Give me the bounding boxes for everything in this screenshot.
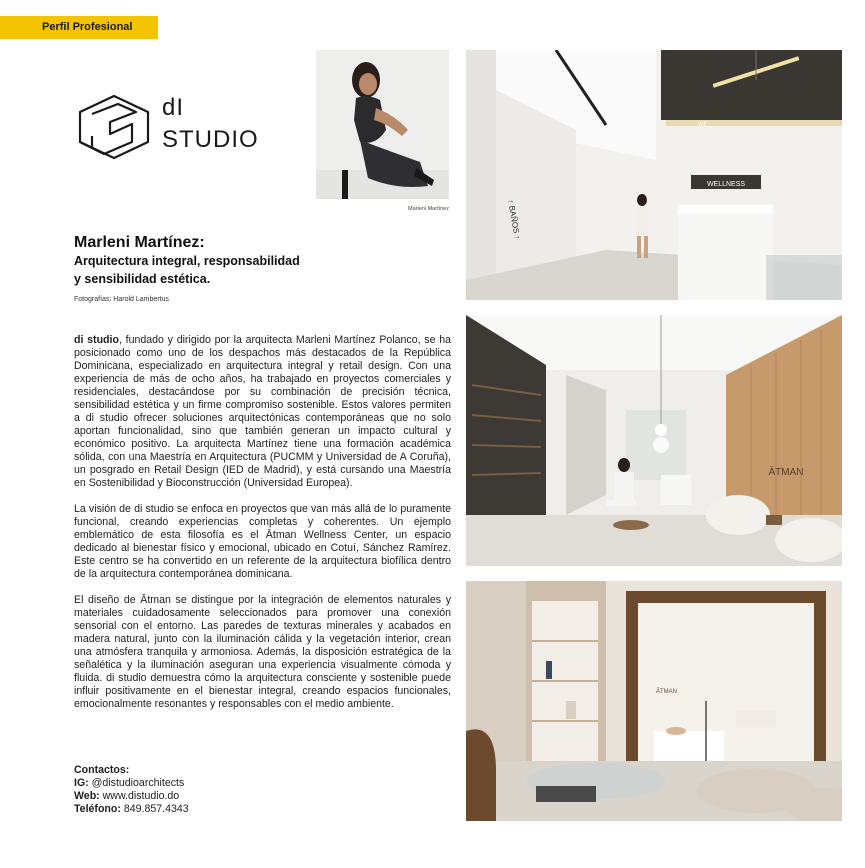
upper-sign: WE bbox=[698, 122, 708, 128]
photo-lounge bbox=[466, 315, 842, 566]
logo-mark-icon bbox=[74, 92, 154, 170]
photo-credit: Fotografías: Harold Lambertus bbox=[74, 296, 169, 303]
contact-instagram: IG: @distudioarchitects bbox=[74, 777, 185, 789]
article-body bbox=[74, 334, 451, 724]
section-tag: Perfil Profesional bbox=[0, 16, 158, 39]
contact-web: Web: www.distudio.do bbox=[74, 790, 180, 802]
contact-phone: Teléfono: 849.857.4343 bbox=[74, 803, 189, 815]
logo-text-di: dI bbox=[162, 94, 185, 121]
paragraph-1 bbox=[74, 334, 451, 490]
article-subtitle-line-2: y sensibilidad estética. bbox=[74, 272, 211, 286]
portrait-photo bbox=[316, 50, 449, 199]
article-title: Marleni Martínez: bbox=[74, 234, 205, 251]
distudio-logo bbox=[74, 92, 264, 172]
restroom-sign: ↑ BAÑOS ↑ bbox=[506, 198, 522, 241]
paragraph-3: El diseño de Ātman se distingue por la integración de elementos naturales y materiales cuidadosamente seleccionados para promover una conexión sensorial con el entorno. Las paredes de texturas minerales y acabados en madera natural, junto con la iluminación cálida y la vegetación interior, crean una atmósfera tranquila y armoniosa. Además, la disposición estratégica de la señalética y la iluminación aseguran una experiencia visualmente cómoda y fluida. di studio demuestra cómo la arquitectura consciente y sostenible puede influir positivamente en el bienestar integral, creando espacios funcionales, emocionalmente resonantes y responsables con el medio ambiente. bbox=[74, 594, 451, 710]
article-title-block bbox=[74, 233, 364, 288]
article-subtitle-line-1: Arquitectura integral, responsabilidad bbox=[74, 254, 300, 268]
paragraph-1-lead: di studio bbox=[74, 334, 119, 346]
photo-treatment-room bbox=[466, 581, 842, 821]
portrait-caption: Marleni Martínez bbox=[408, 206, 449, 212]
logo-text-studio: STUDIO bbox=[162, 126, 259, 153]
contacts-heading: Contactos: bbox=[74, 764, 130, 776]
wellness-sign: WELLNESS bbox=[706, 181, 746, 188]
paragraph-2: La visión de di studio se enfoca en proyectos que van más allá de lo puramente funcional, creando experiencias completas y coherentes. Un ejemplo emblemático de esta filosofía es el Ātman Wellness Center, un espacio dedicado al bienestar físico y emocional, ubicado en Cotuí, Sánchez Ramírez. Este centro se ha convertido en un referente de la arquitectura biofílica dentro de la arquitectura contemporánea dominicana. bbox=[74, 503, 451, 580]
photo-reception bbox=[466, 50, 842, 300]
paragraph-1-text: , fundado y dirigido por la arquitecta Marleni Martínez Polanco, se ha posicionado como uno de los despachos más destacados de la República Dominicana, especializado en arquitectura integral y retail design. Con una experiencia de más de ocho años, ha trabajado en proyectos comerciales y residenciales, destacándose por su combinación de precisión técnica, sensibilidad estética y un firme compromiso sostenible. Estos valores permiten a di studio ofrecer soluciones arquitectónicas contemporáneas que no solo aportan funcionalidad, sino que también generan un impacto cultural y económico positivo. La arquitecta Martínez tiene una formación académica sólida, con una Maestría en Arquitectura (PUCMM y Universidad de A Coruña), un posgrado en Retail Design (IED de Madrid), y está cursando una Maestría en Sostenibilidad y Bioconstrucción (Universidad Europea). bbox=[74, 334, 451, 489]
atman-wall-sign: ĀTMAN bbox=[768, 467, 804, 478]
atman-room-sign: ĀTMAN bbox=[656, 689, 677, 695]
contacts-block bbox=[74, 764, 189, 816]
